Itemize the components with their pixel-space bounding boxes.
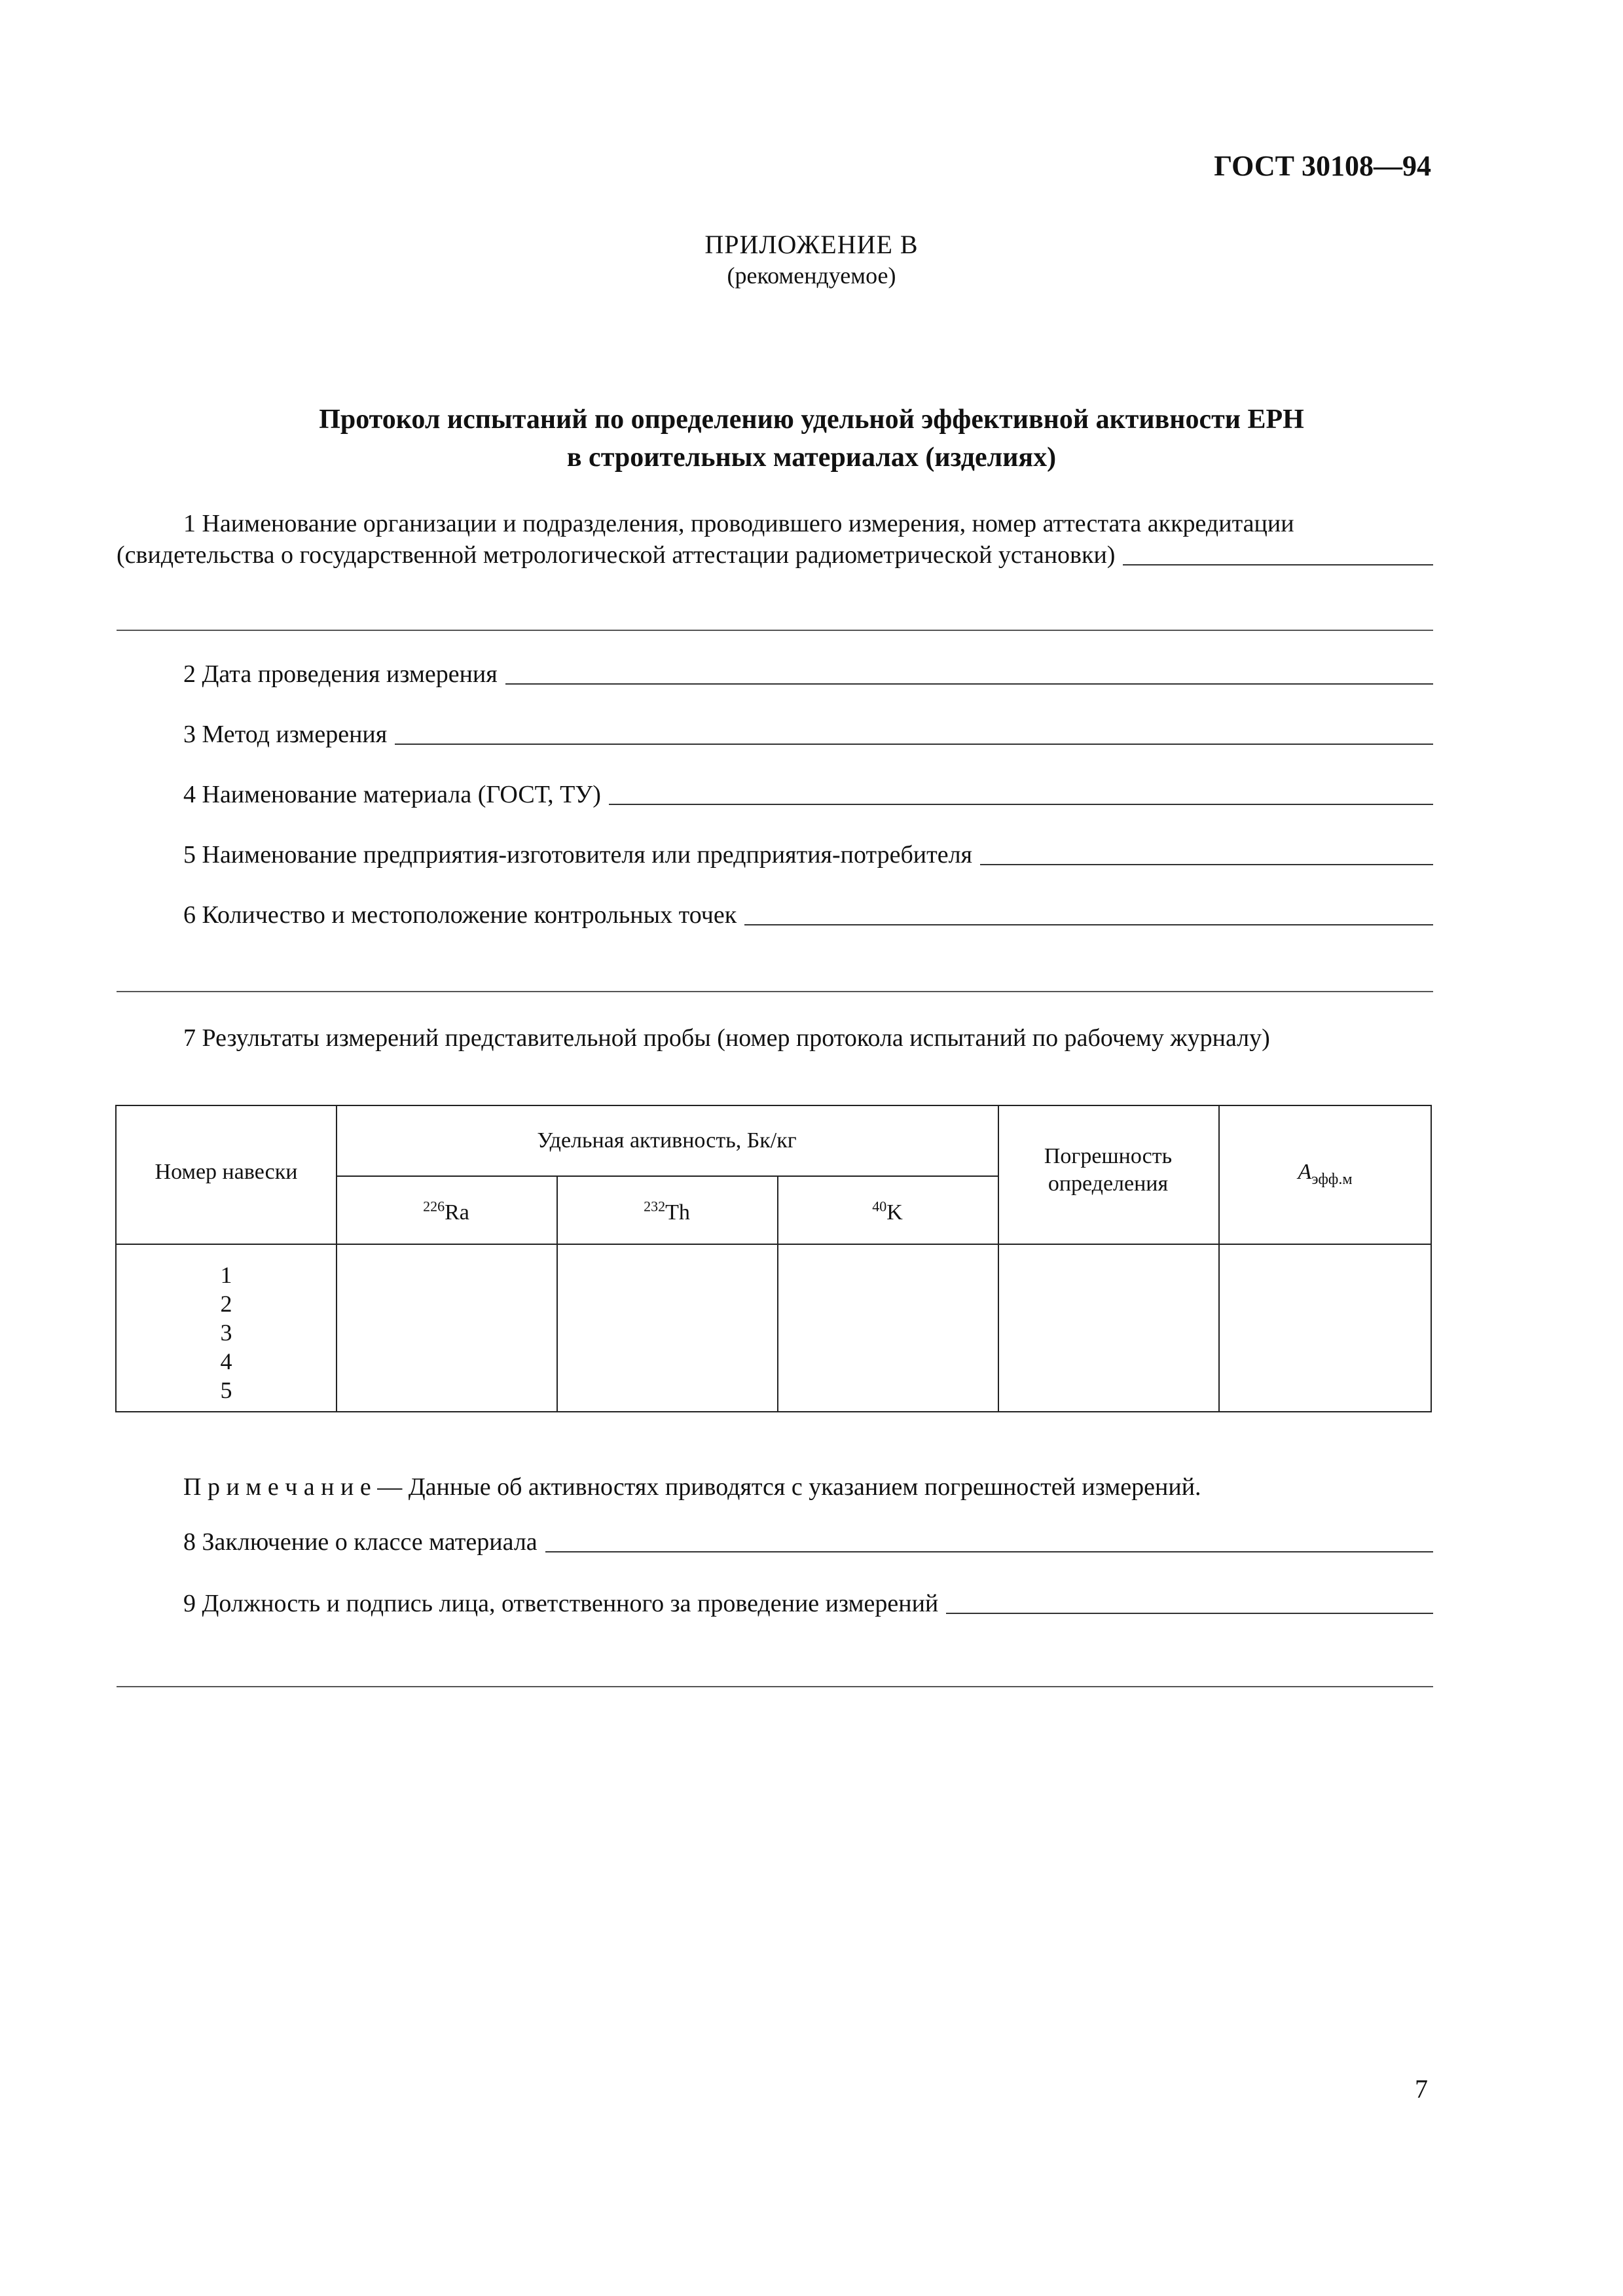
item-6-continuation-line[interactable] xyxy=(117,991,1433,992)
appendix-title: ПРИЛОЖЕНИЕ В xyxy=(704,230,919,259)
item-9-label: 9 Должность и подпись лица, ответственного за проведение измерений xyxy=(183,1590,939,1617)
item-1-continuation-line[interactable] xyxy=(117,630,1433,631)
header-th232 xyxy=(556,1199,777,1227)
item-3-fill-line[interactable] xyxy=(395,743,1433,745)
item-2-label: 2 Дата проведения измерения xyxy=(183,660,498,688)
standard-number: ГОСТ 30108—94 xyxy=(1214,150,1431,182)
item-2-field xyxy=(183,660,1433,689)
item-1-line-2: (свидетельства о государственной метрологической аттестации радиометрической установки) xyxy=(117,541,1116,569)
item-1-field xyxy=(117,541,1433,569)
header-specific-activity: Удельная активность, Бк/кг xyxy=(537,1128,797,1153)
table-row: 1 xyxy=(220,1262,232,1288)
table-vline xyxy=(1218,1106,1220,1411)
item-8-field xyxy=(183,1528,1433,1556)
ra-mass: 226 xyxy=(423,1198,445,1215)
item-6-field xyxy=(183,901,1433,929)
item-4-field xyxy=(183,780,1433,809)
note-text: — Данные об активностях приводятся с указанием погрешностей измерений. xyxy=(371,1473,1201,1501)
sample-numbers xyxy=(117,1261,336,1405)
item-8-label: 8 Заключение о классе материала xyxy=(183,1528,538,1556)
th-mass: 232 xyxy=(644,1198,666,1215)
a-eff-subscript: эфф.м xyxy=(1311,1170,1353,1188)
header-sample-number: Номер навески xyxy=(155,1160,298,1184)
item-7-label: 7 Результаты измерений представительной пробы (номер протокола испытаний по рабочему журналу) xyxy=(183,1024,1270,1052)
table-row: 4 xyxy=(220,1348,232,1374)
k-mass: 40 xyxy=(872,1198,887,1215)
item-1-fill-line[interactable] xyxy=(1123,564,1433,565)
item-2-fill-line[interactable] xyxy=(505,683,1433,685)
header-determination-error xyxy=(998,1143,1218,1198)
item-5-field xyxy=(183,840,1433,869)
item-6-fill-line[interactable] xyxy=(744,924,1433,925)
header-a-eff xyxy=(1218,1158,1432,1186)
header-ra226 xyxy=(336,1199,556,1227)
document-title-line-2: в строительных материалах (изделиях) xyxy=(566,442,1057,473)
table-header-bottom xyxy=(117,1244,1431,1245)
page-number: 7 xyxy=(1415,2074,1428,2104)
table-row: 3 xyxy=(220,1319,232,1346)
item-9-field xyxy=(183,1589,1433,1618)
item-5-fill-line[interactable] xyxy=(980,863,1433,865)
item-8-fill-line[interactable] xyxy=(545,1551,1433,1552)
document-title xyxy=(0,401,1623,476)
a-eff-symbol: A xyxy=(1298,1160,1312,1184)
table-row: 5 xyxy=(220,1377,232,1403)
table-row: 2 xyxy=(220,1291,232,1317)
header-error-line-1: Погрешность xyxy=(1044,1144,1173,1168)
table-hline xyxy=(336,1175,998,1177)
item-9-fill-line[interactable] xyxy=(946,1612,1433,1614)
item-4-fill-line[interactable] xyxy=(609,803,1433,805)
item-1-line-1: 1 Наименование организации и подразделения, проводившего измерения, номер аттестата аккредитации xyxy=(183,510,1294,537)
header-error-line-2: определения xyxy=(1048,1172,1169,1196)
item-6-label: 6 Количество и местоположение контрольных точек xyxy=(183,901,737,929)
note-label: П р и м е ч а н и е xyxy=(183,1473,371,1501)
item-5-label: 5 Наименование предприятия-изготовителя или предприятия-потребителя xyxy=(183,841,973,869)
item-3-field xyxy=(183,720,1433,749)
k-symbol: K xyxy=(886,1200,903,1225)
note xyxy=(183,1473,1201,1501)
ra-symbol: Ra xyxy=(445,1200,469,1225)
item-9-continuation-line[interactable] xyxy=(117,1686,1433,1687)
header-k40 xyxy=(777,1199,998,1227)
appendix-subtitle: (рекомендуемое) xyxy=(727,262,896,289)
th-symbol: Th xyxy=(665,1200,690,1225)
item-4-label: 4 Наименование материала (ГОСТ, ТУ) xyxy=(183,781,601,808)
document-title-line-1: Протокол испытаний по определению удельной эффективной активности ЕРН xyxy=(319,404,1304,435)
results-table xyxy=(115,1105,1432,1412)
item-3-label: 3 Метод измерения xyxy=(183,721,388,748)
